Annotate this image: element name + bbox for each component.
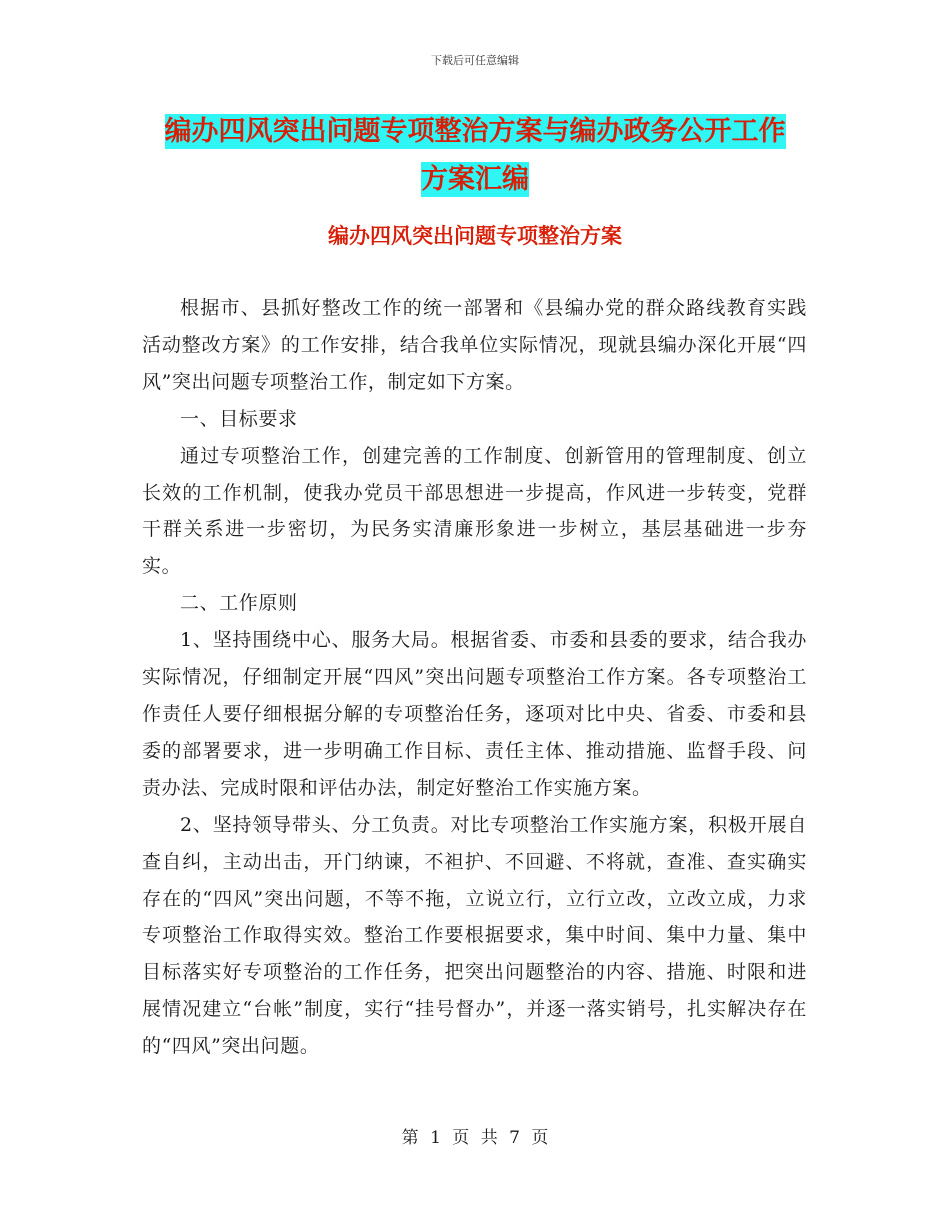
- header-note: 下载后可任意编辑: [431, 54, 519, 67]
- paragraph-goals: 通过专项整治工作，创建完善的工作制度、创新管用的管理制度、创立长效的工作机制，使我办党员干部思想进一步提高，作风进一步转变，党群干群关系进一步密切，为民务实清廉形象进一步树立，基层基础进一步夯实。: [142, 444, 807, 578]
- heading-goals: 一、目标要求: [180, 407, 298, 430]
- document-title-line-1: 编办四风突出问题专项整治方案与编办政务公开工作: [164, 116, 786, 147]
- document-title: [150, 108, 800, 204]
- paragraph-intro: 根据市、县抓好整改工作的统一部署和《县编办党的群众路线教育实践活动整改方案》的工作安排，结合我单位实际情况，现就县编办深化开展“四风”突出问题专项整治工作，制定如下方案。: [142, 297, 807, 393]
- paragraph-principle-1: 1、坚持围绕中心、服务大局。根据省委、市委和县委的要求，结合我办实际情况，仔细制定开展“四风”突出问题专项整治工作方案。各专项整治工作责任人要仔细根据分解的专项整治任务，逐项对比中央、省委、市委和县委的部署要求，进一步明确工作目标、责任主体、推动措施、监督手段、问责办法、完成时限和评估办法，制定好整治工作实施方案。: [142, 629, 807, 799]
- paragraph-principle-2: 2、坚持领导带头、分工负责。对比专项整治工作实施方案，积极开展自查自纠，主动出击，开门纳谏，不袒护、不回避、不将就，查准、查实确实存在的“四风”突出问题，不等不拖，立说立行，立行立改，立改立成，力求专项整治工作取得实效。整治工作要根据要求，集中时间、集中力量、集中目标落实好专项整治的工作任务，把突出问题整治的内容、措施、时限和进展情况建立“台帐”制度，实行“挂号督办”，并逐一落实销号，扎实解决存在的“四风”突出问题。: [142, 813, 807, 1058]
- document-title-line-2: 方案汇编: [421, 164, 529, 195]
- document-body: [142, 290, 807, 1065]
- heading-principles: 二、工作原则: [180, 592, 298, 615]
- section-title: 编办四风突出问题专项整治方案: [328, 223, 622, 248]
- page-number-footer: 第 1 页 共 7 页: [401, 1128, 549, 1148]
